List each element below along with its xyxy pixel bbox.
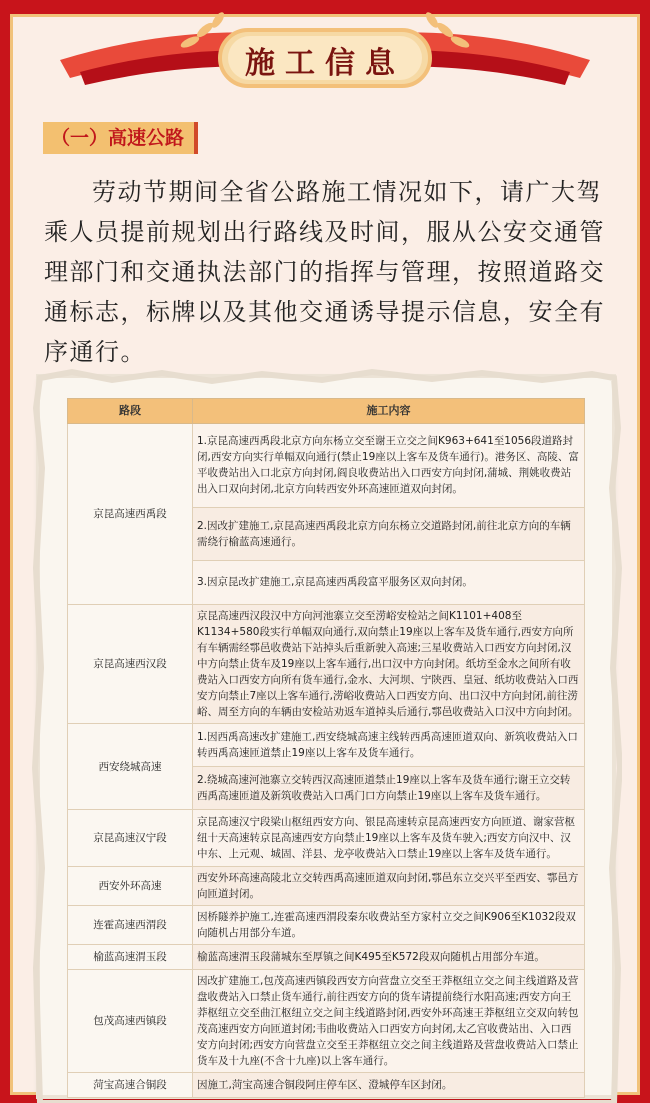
construction-item: 西安外环高速高陵北立交转西禹高速匝道双向封闭,鄠邑东立交兴平至西安、鄠邑方向匝道封闭。	[193, 867, 585, 906]
construction-item: 2.绕城高速河池寨立交转西汉高速匝道禁止19座以上客车及货车通行;谢王立交转西禹高速匝道及新筑收费站入口禹门口方向禁止19座以上客车及货车通行。	[193, 767, 585, 810]
construction-item: 因桥隧养护施工,连霍高速西渭段秦东收费站至方家村立交之间K906至K1032段双向随机占用部分车道。	[193, 906, 585, 945]
construction-item: 3.因京昆改扩建施工,京昆高速西禹段富平服务区双向封闭。	[193, 560, 585, 605]
intro-paragraph: 劳动节期间全省公路施工情况如下，请广大驾乘人员提前规划出行路线及时间，服从公安交通管理部门和交通执法部门的指挥与管理，按照道路交通标志，标牌以及其他交通诱导提示信息，安全有序通行。	[44, 178, 605, 366]
road-name: 西安绕城高速	[68, 724, 193, 810]
paper-sheet	[40, 378, 612, 1095]
construction-item: 榆蓝高速渭玉段蒲城东至厚镇之间K495至K572段双向随机占用部分车道。	[193, 945, 585, 970]
construction-item: 京昆高速汉宁段梁山枢纽西安方向、银昆高速转京昆高速西安方向匝道、谢家营枢纽十天高速转京昆高速西安方向禁止19座以上客车及货车驶入;西安方向汉中、汉中东、上元观、城固、洋县、龙亭收费站入口禁止19座以上客车及货车通行。	[193, 810, 585, 867]
construction-item: 因改扩建施工,包茂高速西镇段西安方向营盘立交至王莽枢纽立交之间主线道路及营盘收费站入口禁止货车通行,前往西安方向的货车请提前绕行水阳高速;西安方向王莽枢纽立交至曲江枢纽立交之间主线道路封闭,西安外环高速王莽枢纽立交双向转包茂高速西安方向匝道封闭;韦曲收费站入口西安方向封闭,太乙宫收费站出、入口西安方向封闭;西安方向营盘立交至王莽枢纽立交之间主线道路及营盘收费站入口禁止货车及十九座(不含十九座)以上客车通行。	[193, 970, 585, 1073]
construction-item: 1.京昆高速西禹段北京方向东杨立交至谢王立交之间K963+641至1056段道路封闭,西安方向实行单幅双向通行(禁止19座以上客车及货车通行)。港务区、高陵、富平收费站出入口北京方向封闭,阎良收费站出入口西安方向封闭,蒲城、荆姚收费站出入口双向封闭,北京方向转西安外环高速匝道双向封闭。	[193, 424, 585, 508]
construction-table	[67, 398, 585, 1098]
road-name: 榆蓝高速渭玉段	[68, 945, 193, 970]
table-row	[68, 810, 585, 867]
construction-item: 1.因西禹高速改扩建施工,西安绕城高速主线转西禹高速匝道双向、新筑收费站入口转西禹高速匝道禁止19座以上客车及货车通行。	[193, 724, 585, 767]
table-row	[68, 724, 585, 767]
road-name: 京昆高速汉宁段	[68, 810, 193, 867]
road-name: 连霍高速西渭段	[68, 906, 193, 945]
construction-item: 因施工,菏宝高速合铜段阿庄停车区、澄城停车区封闭。	[193, 1073, 585, 1098]
table-row	[68, 906, 585, 945]
road-name: 京昆高速西禹段	[68, 424, 193, 605]
road-name: 西安外环高速	[68, 867, 193, 906]
header-road: 路段	[68, 399, 193, 424]
section-label: （一）高速公路	[43, 122, 198, 154]
table-row	[68, 945, 585, 970]
road-name: 菏宝高速合铜段	[68, 1073, 193, 1098]
title-banner	[40, 0, 610, 110]
table-header-row	[68, 399, 585, 424]
road-name: 包茂高速西镇段	[68, 970, 193, 1073]
page-title: 施工信息	[245, 46, 405, 81]
table-row	[68, 605, 585, 724]
table-row	[68, 867, 585, 906]
road-name: 京昆高速西汉段	[68, 605, 193, 724]
table-row	[68, 970, 585, 1073]
header-content: 施工内容	[193, 399, 585, 424]
construction-item: 2.因改扩建施工,京昆高速西禹段北京方向东杨立交道路封闭,前往北京方向的车辆需绕行榆蓝高速通行。	[193, 507, 585, 560]
construction-item: 京昆高速西汉段汉中方向河池寨立交至涝峪安检站之间K1101+408至K1134+580段实行单幅双向通行,双向禁止19座以上客车及货车通行,西安方向所有车辆需经鄠邑收费站下站掉头后重新驶入高速;三星收费站入口西安方向封闭,汉中方向禁止货车及19座以上客车通行,出口汉中方向封闭。纸坊至金水之间所有收费站入口西安方向所有货车通行,金水、大河坝、宁陕西、皇冠、纸坊收费站入口西安方向禁止7座以上客车通行,涝峪收费站入口西安方向、出口汉中方向封闭,前往涝峪、周至方向的车辆由安检站劝返车道掉头后通行,鄠邑收费站入口汉中方向封闭。	[193, 605, 585, 724]
table-row	[68, 1073, 585, 1098]
table-row	[68, 424, 585, 508]
